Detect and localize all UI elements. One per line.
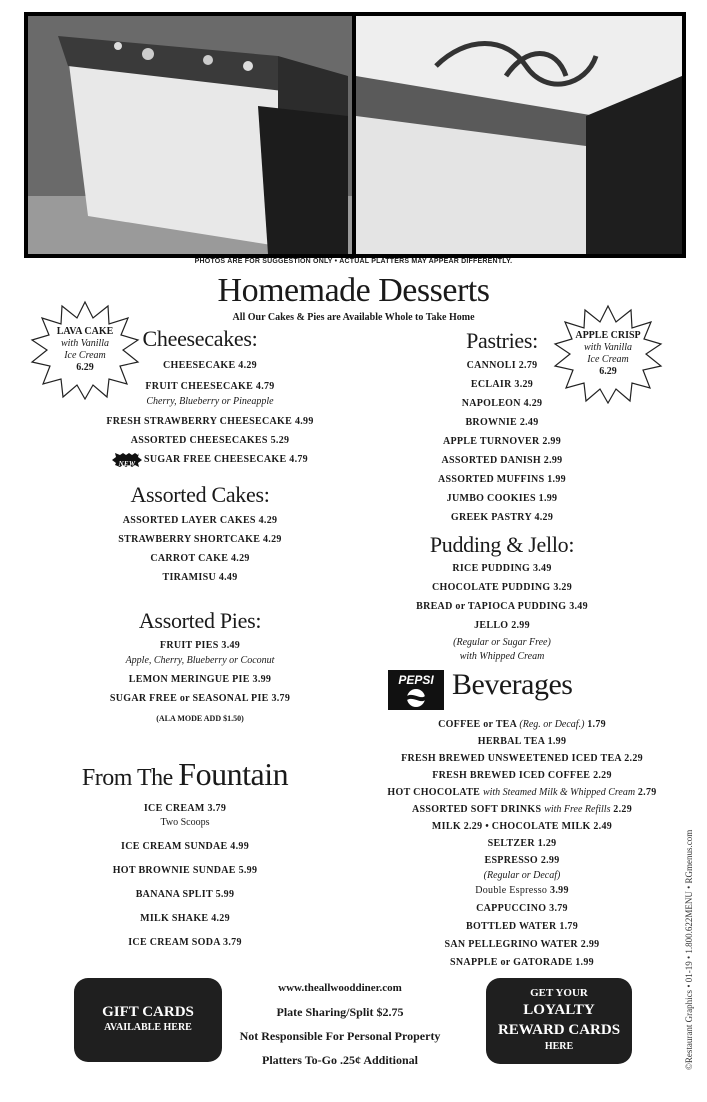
menu-item: JELLO 2.99 bbox=[474, 620, 530, 631]
menu-item: ICE CREAM SUNDAE 4.99 bbox=[121, 841, 249, 852]
menu-item: ICE CREAM SODA 3.79 bbox=[128, 937, 242, 948]
menu-item: SUGAR FREE or SEASONAL PIE 3.79 bbox=[109, 693, 291, 704]
menu-item: FRUIT CHEESECAKE 4.79 bbox=[145, 381, 275, 392]
photo-strip bbox=[24, 12, 686, 258]
apple-crisp-name: APPLE CRISP bbox=[575, 330, 641, 341]
website-link[interactable]: www.theallwooddiner.com bbox=[278, 982, 402, 994]
loyalty-line-4: HERE bbox=[544, 1041, 574, 1052]
menu-item: TIRAMISU 4.49 bbox=[162, 572, 238, 583]
loyalty-line-2: LOYALTY bbox=[523, 1002, 595, 1018]
pies-title: Assorted Pies: bbox=[138, 608, 262, 633]
menu-item: ASSORTED LAYER CAKES 4.29 bbox=[122, 515, 278, 526]
lava-cake-price: 6.29 bbox=[76, 362, 94, 373]
menu-item: FRUIT PIES 3.49 bbox=[159, 640, 241, 651]
menu-item: RICE PUDDING 3.49 bbox=[452, 563, 552, 574]
gift-cards-sub: AVAILABLE HERE bbox=[104, 1022, 192, 1033]
fountain-section bbox=[40, 756, 330, 955]
menu-item: ICE CREAM 3.79 bbox=[143, 803, 227, 814]
gift-cards-label: GIFT CARDS bbox=[102, 1004, 194, 1020]
lava-cake-name: LAVA CAKE bbox=[56, 326, 114, 337]
menu-item: ASSORTED CHEESECAKES 5.29 bbox=[130, 435, 290, 446]
menu-item: ESPRESSO 2.99 bbox=[484, 855, 560, 866]
loyalty-badge bbox=[486, 978, 632, 1064]
menu-item: GREEK PASTRY 4.29 bbox=[450, 512, 554, 523]
menu-item: APPLE TURNOVER 2.99 bbox=[442, 436, 562, 447]
menu-item: CARROT CAKE 4.29 bbox=[150, 553, 250, 564]
menu-item-note: with Whipped Cream bbox=[459, 651, 545, 662]
printer-credit: ©Restaurant Graphics • 01-19 • 1.800.622MENU • RGmenus.com bbox=[684, 829, 694, 1070]
menu-item: STRAWBERRY SHORTCAKE 4.29 bbox=[118, 534, 282, 545]
menu-item: HOT BROWNIE SUNDAE 5.99 bbox=[112, 865, 258, 876]
beverages-section bbox=[372, 716, 672, 972]
lava-cake-desc-2: Ice Cream bbox=[64, 350, 106, 361]
pastries-title: Pastries: bbox=[466, 328, 538, 353]
photo-cheesecake-slice bbox=[28, 16, 352, 254]
menu-item: ASSORTED DANISH 2.99 bbox=[441, 455, 563, 466]
menu-item: BANANA SPLIT 5.99 bbox=[135, 889, 235, 900]
menu-item: MILK 2.29 • CHOCOLATE MILK 2.49 bbox=[431, 821, 613, 832]
menu-item: SNAPPLE or GATORADE 1.99 bbox=[450, 957, 594, 968]
fountain-title: From The Fountain bbox=[81, 756, 289, 792]
menu-item: BROWNIE 2.49 bbox=[465, 417, 539, 428]
cheesecakes-title: Cheesecakes: bbox=[142, 326, 258, 351]
loyalty-line-1: GET YOUR bbox=[530, 987, 588, 999]
ala-mode-note: (ALA MODE ADD $1.50) bbox=[156, 714, 244, 723]
lava-cake-desc-1: with Vanilla bbox=[60, 338, 110, 349]
plate-sharing-note: Plate Sharing/Split $2.75 bbox=[276, 1005, 404, 1019]
pepsi-globe-icon bbox=[403, 688, 429, 708]
loyalty-line-3: REWARD CARDS bbox=[497, 1022, 621, 1038]
cakes-section bbox=[60, 482, 340, 587]
menu-item: CHOCOLATE PUDDING 3.29 bbox=[431, 582, 573, 593]
photo-chocolate-cheesecake bbox=[356, 16, 682, 254]
menu-item: CANNOLI 2.79 bbox=[466, 360, 538, 371]
menu-item: CHEESECAKE 4.29 bbox=[163, 360, 257, 371]
menu-item: ASSORTED MUFFINS 1.99 bbox=[438, 474, 566, 485]
page-title: Homemade Desserts bbox=[217, 272, 490, 309]
apple-crisp-price: 6.29 bbox=[599, 366, 617, 377]
pies-section bbox=[60, 608, 340, 723]
property-note: Not Responsible For Personal Property bbox=[239, 1029, 441, 1043]
menu-item: ECLAIR 3.29 bbox=[470, 379, 534, 390]
pudding-title: Pudding & Jello: bbox=[429, 532, 575, 557]
menu-item: JUMBO COOKIES 1.99 bbox=[446, 493, 558, 504]
cakes-title: Assorted Cakes: bbox=[130, 482, 270, 507]
menu-item: Double Espresso 3.99 bbox=[475, 885, 569, 896]
menu-item-note: Cherry, Blueberry or Pineapple bbox=[146, 396, 274, 407]
menu-item: ASSORTED SOFT DRINKS with Free Refills 2.29 bbox=[411, 804, 632, 815]
menu-item-note: Two Scoops bbox=[160, 817, 210, 828]
to-go-note: Platters To-Go .25¢ Additional bbox=[261, 1053, 419, 1067]
beverages-title: Beverages bbox=[452, 668, 573, 701]
menu-item: CAPPUCCINO 3.79 bbox=[476, 903, 568, 914]
cheesecakes-section bbox=[60, 326, 360, 469]
apple-crisp-desc-1: with Vanilla bbox=[583, 342, 633, 353]
apple-crisp-desc-2: Ice Cream bbox=[587, 354, 629, 365]
new-badge: NEW bbox=[112, 453, 142, 467]
menu-item: BOTTLED WATER 1.79 bbox=[465, 921, 579, 932]
footer-info bbox=[230, 976, 450, 1072]
menu-item: LEMON MERINGUE PIE 3.99 bbox=[128, 674, 272, 685]
menu-item: HOT CHOCOLATE with Steamed Milk & Whipped Cream 2.79 bbox=[387, 787, 657, 798]
menu-item: NEW SUGAR FREE CHEESECAKE 4.79 bbox=[60, 450, 360, 469]
pastries-section bbox=[382, 328, 622, 527]
menu-item: BREAD or TAPIOCA PUDDING 3.49 bbox=[416, 601, 588, 612]
menu-item-note: Apple, Cherry, Blueberry or Coconut bbox=[125, 655, 275, 666]
menu-item: SELTZER 1.29 bbox=[487, 838, 557, 849]
menu-item: FRESH BREWED ICED COFFEE 2.29 bbox=[432, 770, 612, 781]
pudding-section bbox=[382, 532, 622, 663]
menu-item: HERBAL TEA 1.99 bbox=[477, 736, 567, 747]
page-subtitle: All Our Cakes & Pies are Available Whole to Take Home bbox=[232, 312, 475, 323]
menu-item-note: (Regular or Sugar Free) bbox=[453, 637, 551, 648]
gift-cards-badge bbox=[74, 978, 222, 1062]
photo-disclaimer: PHOTOS ARE FOR SUGGESTION ONLY • ACTUAL PLATTERS MAY APPEAR DIFFERENTLY. bbox=[194, 258, 513, 265]
beverages-header bbox=[386, 668, 646, 714]
menu-item: FRESH BREWED UNSWEETENED ICED TEA 2.29 bbox=[401, 753, 643, 764]
menu-item: SAN PELLEGRINO WATER 2.99 bbox=[444, 939, 600, 950]
menu-item-note: (Regular or Decaf) bbox=[483, 870, 561, 881]
pepsi-logo: PEPSI bbox=[388, 670, 444, 710]
menu-item: MILK SHAKE 4.29 bbox=[140, 913, 230, 924]
menu-item: NAPOLEON 4.29 bbox=[461, 398, 543, 409]
menu-item: COFFEE or TEA (Reg. or Decaf.) 1.79 bbox=[438, 719, 606, 730]
menu-item: FRESH STRAWBERRY CHEESECAKE 4.99 bbox=[106, 416, 314, 427]
